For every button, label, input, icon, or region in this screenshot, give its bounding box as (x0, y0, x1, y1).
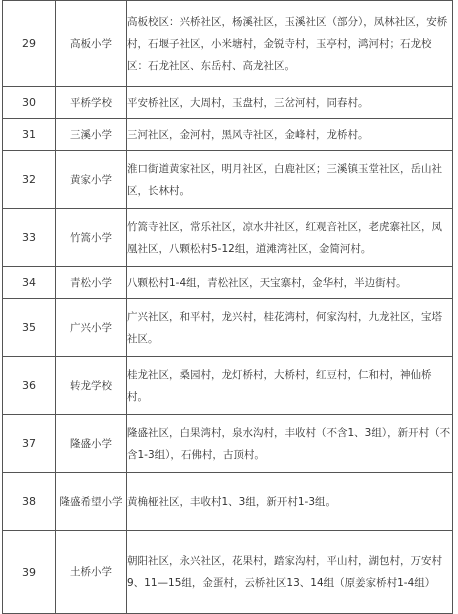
school-name: 隆盛小学 (56, 415, 127, 473)
row-number: 38 (3, 473, 56, 531)
table-row (3, 299, 453, 357)
table-row (3, 209, 453, 267)
row-number: 36 (3, 357, 56, 415)
service-area-text: 平安桥社区，大周村，玉盘村，三岔河村，同春村。 (127, 96, 369, 109)
school-name: 三溪小学 (56, 119, 127, 151)
service-area (127, 473, 453, 531)
table-row (3, 357, 453, 415)
service-area (127, 531, 453, 614)
service-area (127, 119, 453, 151)
school-district-table (2, 0, 453, 614)
service-area-text: 隆盛社区，白果湾村，泉水沟村，丰收村（不含1、3组），新开村（不含1-3组），石佛村，古顶村。 (127, 426, 451, 461)
service-area-text: 桂龙社区，桑园村，龙灯桥村，大桥村，红豆村，仁和村，神仙桥村。 (127, 368, 432, 403)
table-row (3, 151, 453, 209)
service-area (127, 415, 453, 473)
table-row (3, 267, 453, 299)
table-row (3, 531, 453, 614)
row-number: 39 (3, 531, 56, 614)
table-row (3, 119, 453, 151)
service-area-text: 广兴社区，和平村，龙兴村，桂花湾村，何家沟村，九龙社区，宝塔社区。 (127, 310, 442, 345)
school-name: 平桥学校 (56, 87, 127, 119)
row-number: 32 (3, 151, 56, 209)
row-number: 30 (3, 87, 56, 119)
row-number: 29 (3, 1, 56, 87)
service-area (127, 357, 453, 415)
row-number: 33 (3, 209, 56, 267)
school-name: 青松小学 (56, 267, 127, 299)
row-number: 31 (3, 119, 56, 151)
row-number: 35 (3, 299, 56, 357)
school-name: 黄家小学 (56, 151, 127, 209)
service-area (127, 151, 453, 209)
school-name: 转龙学校 (56, 357, 127, 415)
table-row (3, 415, 453, 473)
service-area (127, 1, 453, 87)
service-area-text: 三河社区，金河村，黑风寺社区，金峰村，龙桥村。 (127, 128, 369, 141)
table-row (3, 87, 453, 119)
table-row (3, 473, 453, 531)
service-area-text: 竹篙寺社区，常乐社区，凉水井社区，红观音社区，老虎寨社区，凤凰社区，八颗松村5-12组，道滩湾社区，金简河村。 (127, 220, 442, 255)
school-name: 广兴小学 (56, 299, 127, 357)
school-name: 高板小学 (56, 1, 127, 87)
service-area (127, 267, 453, 299)
row-number: 34 (3, 267, 56, 299)
table-row (3, 1, 453, 87)
service-area (127, 209, 453, 267)
school-name: 土桥小学 (56, 531, 127, 614)
service-area (127, 87, 453, 119)
school-name: 隆盛希望小学 (56, 473, 127, 531)
service-area-text: 黄桷桠社区，丰收村1、3组，新开村1-3组。 (127, 495, 337, 508)
service-area-text: 高板校区：兴桥社区，杨溪社区，玉溪社区（部分），凤林社区，安桥村，石堰子社区，小米塘村，金锐寺村，玉亭村，鸿河村；石龙校区：石龙社区、东岳村、高龙社区。 (127, 15, 448, 72)
service-area-text: 八颗松村1-4组，青松社区，天宝寨村，金华村，半边街村。 (127, 276, 407, 289)
service-area-text: 淮口街道黄家社区，明月社区，白鹿社区；三溪镇玉堂社区，岳山社区，长林村。 (127, 162, 442, 197)
school-name: 竹篙小学 (56, 209, 127, 267)
service-area-text: 朝阳社区，永兴社区，花果村，踏家沟村，平山村，湖包村，万安村9、11—15组，金蛋村，云桥社区13、14组（原姜家桥村1-4组） (127, 555, 442, 589)
row-number: 37 (3, 415, 56, 473)
service-area (127, 299, 453, 357)
